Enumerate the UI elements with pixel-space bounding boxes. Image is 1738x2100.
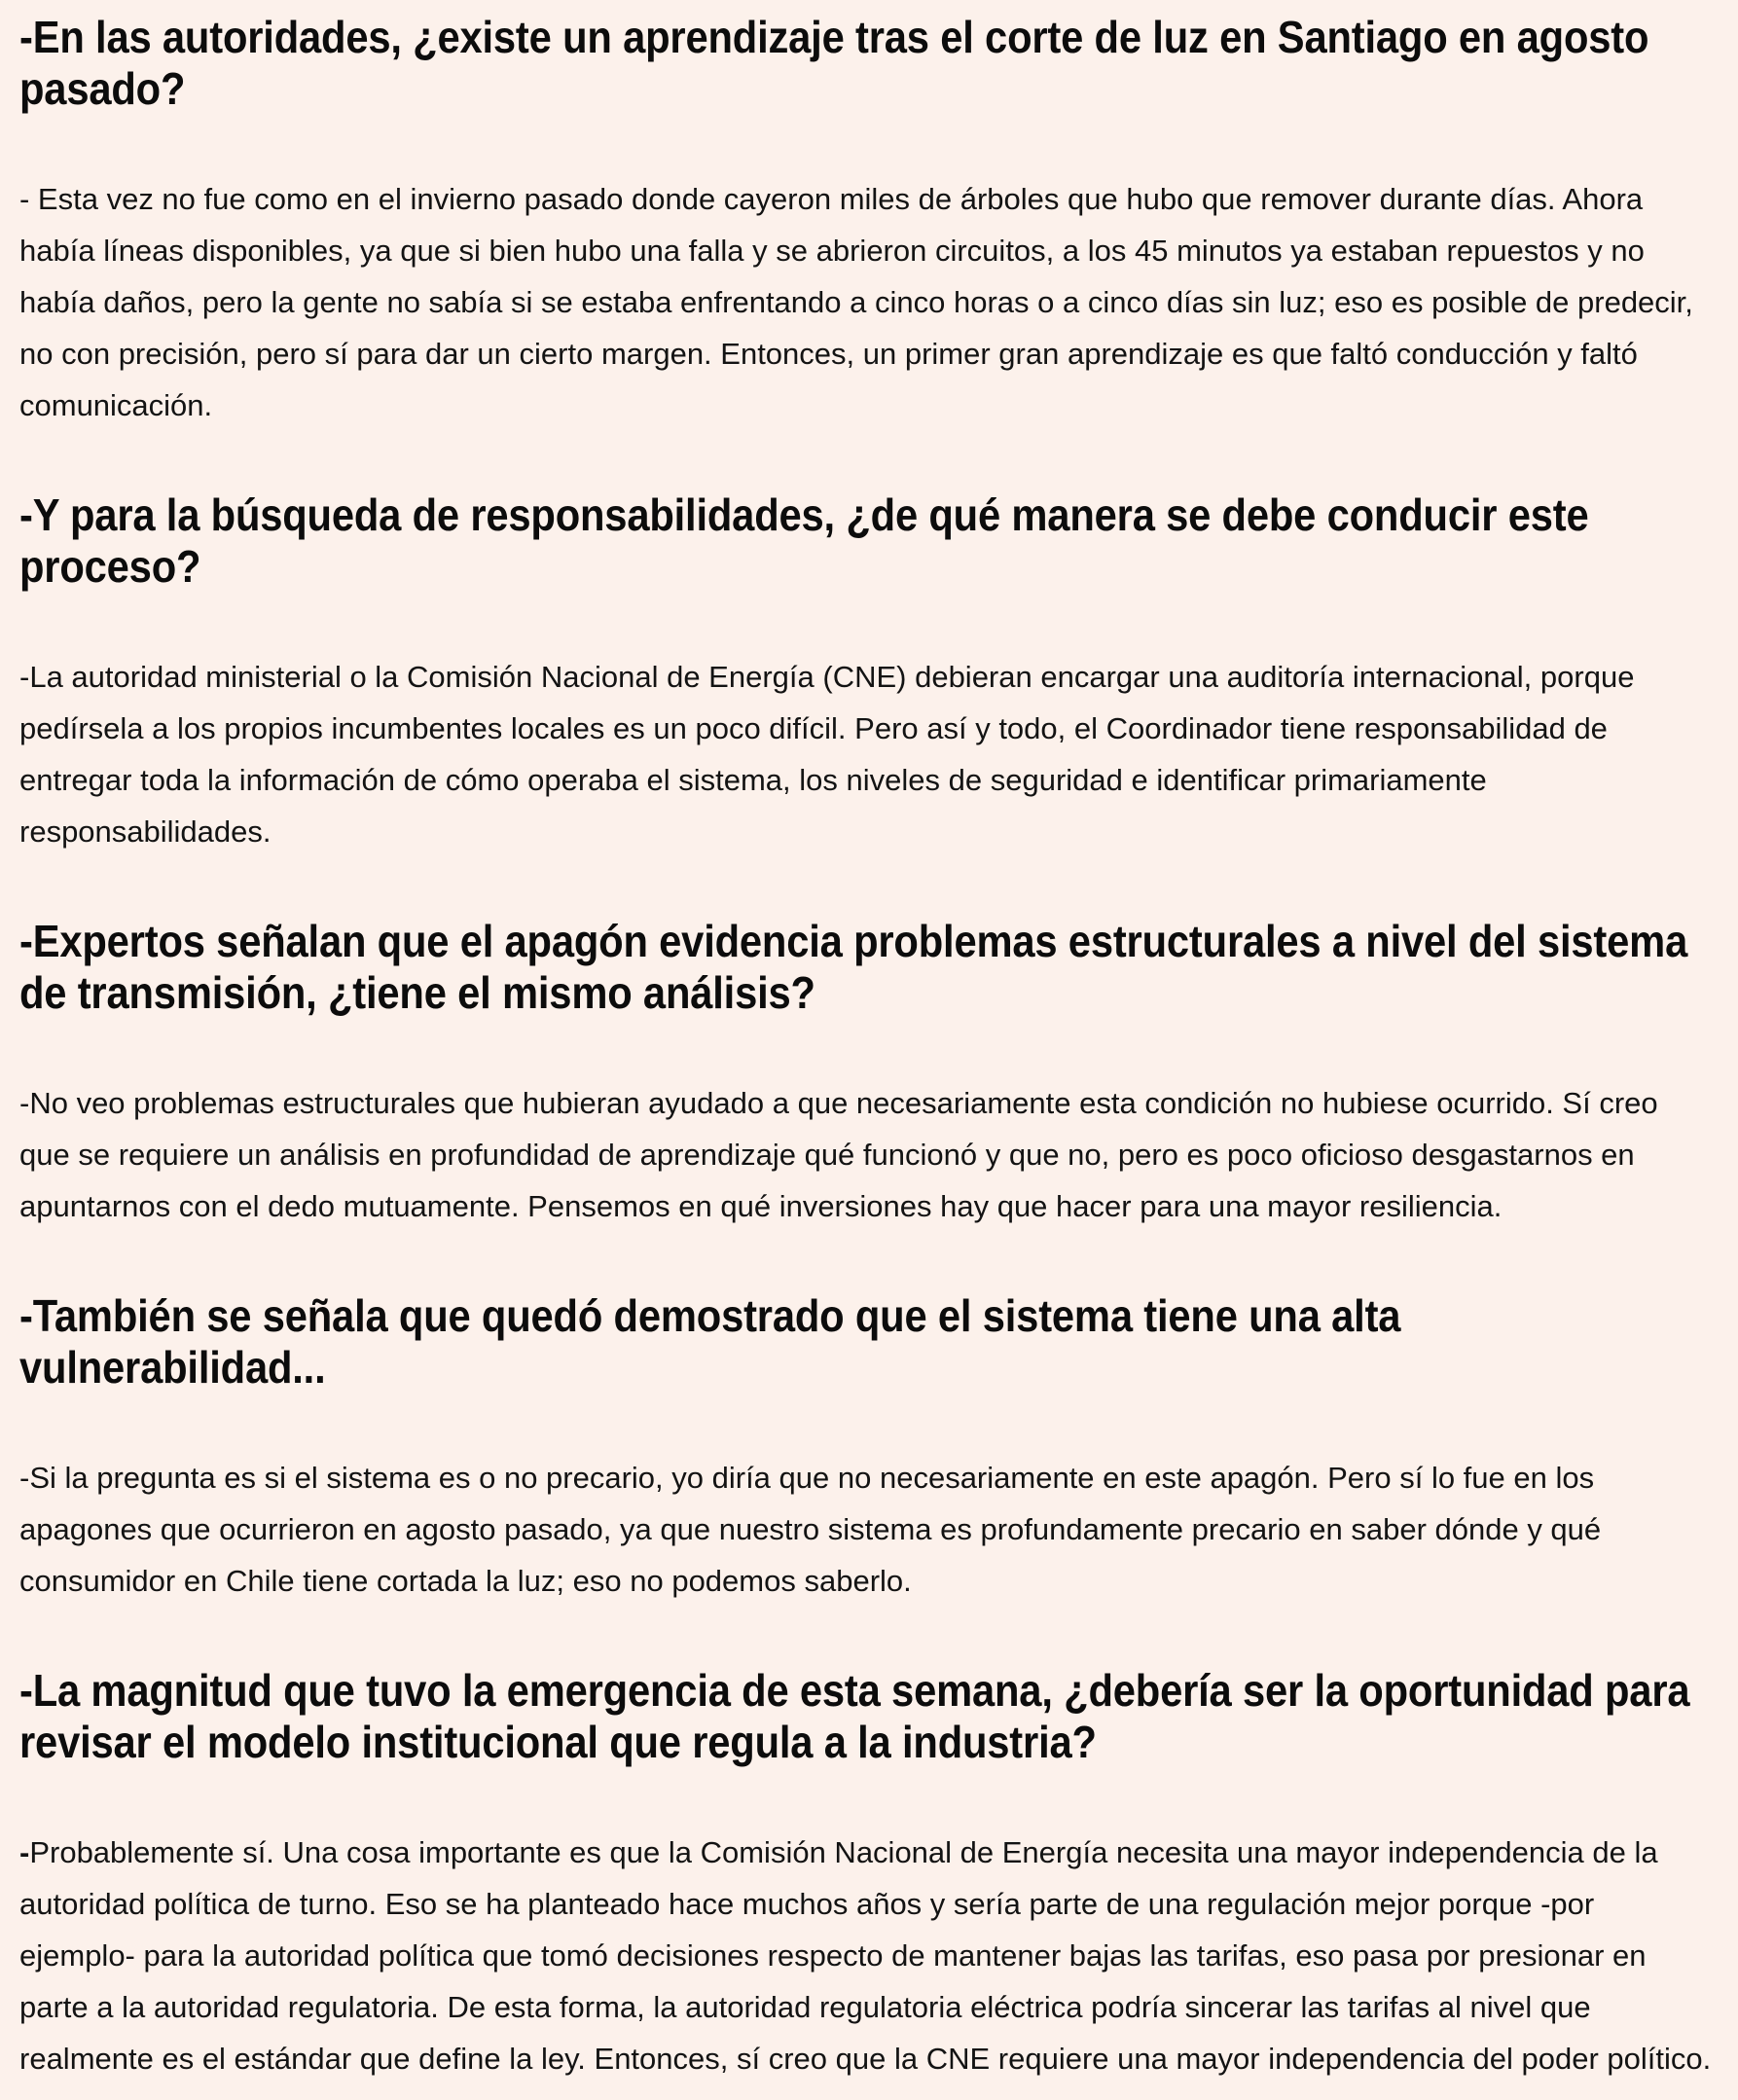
interview-question-3: -Expertos señalan que el apagón evidencia problemas estructurales a nivel del sistema de transmisión, ¿tiene el mismo análisis?	[19, 916, 1688, 1018]
answer-bold-dash: -	[19, 1835, 30, 1869]
interview-answer-5	[19, 1827, 1713, 2084]
interview-answer-3: -No veo problemas estructurales que hubieran ayudado a que necesariamente esta condición no hubiese ocurrido. Sí creo que se requiere un análisis en profundidad de aprendizaje qué funcionó y que no, pero es poco oficioso desgastarnos en apuntarnos con el dedo mutuamente. Pensemos en qué inversiones hay que hacer para una mayor resiliencia.	[19, 1086, 1658, 1223]
interview-answer-4: -Si la pregunta es si el sistema es o no precario, yo diría que no necesariamente en este apagón. Pero sí lo fue en los apagones que ocurrieron en agosto pasado, ya que nuestro sistema es profundamente precario en saber dónde y qué consumidor en Chile tiene cortada la luz; eso no podemos saberlo.	[19, 1461, 1602, 1598]
answer-text: Probablemente sí. Una cosa importante es que la Comisión Nacional de Energía necesita una mayor independencia de la autoridad política de turno. Eso se ha planteado hace muchos años y sería parte de una regulación mejor porque -por ejemplo- para la autoridad política que tomó decisiones respecto de mantener bajas las tarifas, eso pasa por presionar en parte a la autoridad regulatoria. De esta forma, la autoridad regulatoria eléctrica podría sincerar las tarifas al nivel que realmente es el estándar que define la ley. Entonces, sí creo que la CNE requiere una mayor independencia del poder político.	[19, 1835, 1712, 2076]
interview-answer-1: - Esta vez no fue como en el invierno pasado donde cayeron miles de árboles que hubo que remover durante días. Ahora había líneas disponibles, ya que si bien hubo una falla y se abrieron circuitos, a los 45 minutos ya estaban repuestos y no había daños, pero la gente no sabía si se estaba enfrentando a cinco horas o a cinco días sin luz; eso es posible de predecir, no con precisión, pero sí para dar un cierto margen. Entonces, un primer gran aprendizaje es que faltó conducción y faltó comunicación.	[19, 182, 1693, 422]
interview-question-1: -En las autoridades, ¿existe un aprendizaje tras el corte de luz en Santiago en agosto pasado?	[19, 12, 1649, 114]
interview-question-2: -Y para la búsqueda de responsabilidades, ¿de qué manera se debe conducir este proceso?	[19, 489, 1589, 592]
article	[19, 12, 1713, 2084]
interview-question-5: -La magnitud que tuvo la emergencia de esta semana, ¿debería ser la oportunidad para revisar el modelo institucional que regula a la industria?	[19, 1665, 1690, 1767]
interview-answer-2: -La autoridad ministerial o la Comisión Nacional de Energía (CNE) debieran encargar una auditoría internacional, porque pedírsela a los propios incumbentes locales es un poco difícil. Pero así y todo, el Coordinador tiene responsabilidad de entregar toda la información de cómo operaba el sistema, los niveles de seguridad e identificar primariamente responsabilidades.	[19, 660, 1635, 849]
interview-question-4: -También se señala que quedó demostrado que el sistema tiene una alta vulnerabilidad...	[19, 1290, 1401, 1393]
